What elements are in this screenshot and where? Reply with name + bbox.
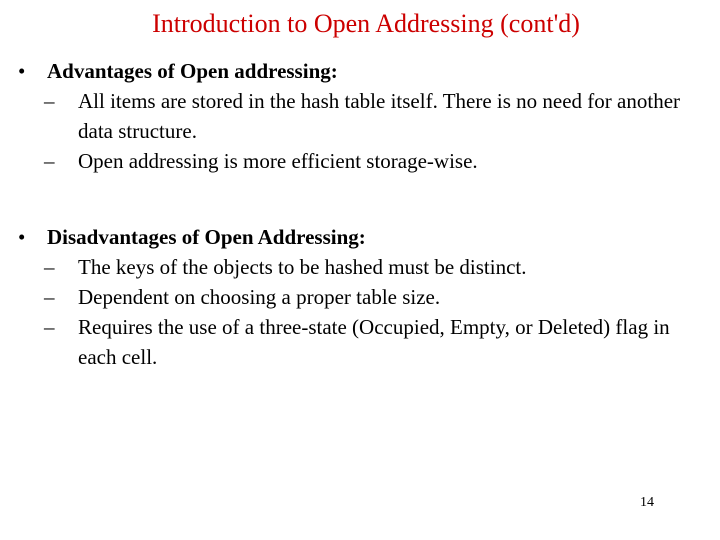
list-item-text: The keys of the objects to be hashed must be distinct. bbox=[78, 255, 527, 279]
list-item bbox=[0, 282, 698, 312]
disadvantages-list bbox=[0, 252, 720, 372]
disadvantages-section bbox=[0, 222, 720, 372]
dash-icon: – bbox=[44, 255, 55, 279]
dash-icon: – bbox=[44, 315, 55, 339]
advantages-heading: Advantages of Open addressing: bbox=[47, 59, 338, 83]
page-number: 14 bbox=[640, 495, 654, 510]
list-item bbox=[0, 86, 698, 146]
advantages-section bbox=[0, 56, 720, 176]
dash-icon: – bbox=[44, 89, 55, 113]
bullet-dot-icon: • bbox=[18, 59, 26, 83]
dash-icon: – bbox=[44, 285, 55, 309]
list-item-text: All items are stored in the hash table itself. There is no need for another data structure. bbox=[78, 89, 681, 143]
list-item-text: Requires the use of a three-state (Occupied, Empty, or Deleted) flag in each cell. bbox=[78, 315, 670, 369]
list-item bbox=[0, 252, 698, 282]
slide-title: Introduction to Open Addressing (cont'd) bbox=[152, 9, 580, 38]
advantages-bullet bbox=[0, 56, 720, 86]
list-item bbox=[0, 146, 698, 176]
disadvantages-bullet bbox=[0, 222, 720, 252]
disadvantages-heading: Disadvantages of Open Addressing: bbox=[47, 225, 366, 249]
list-item-text: Open addressing is more efficient storage-wise. bbox=[78, 149, 478, 173]
advantages-list bbox=[0, 86, 720, 176]
bullet-dot-icon: • bbox=[18, 225, 26, 249]
list-item-text: Dependent on choosing a proper table size. bbox=[78, 285, 441, 309]
dash-icon: – bbox=[44, 149, 55, 173]
list-item bbox=[0, 312, 698, 372]
